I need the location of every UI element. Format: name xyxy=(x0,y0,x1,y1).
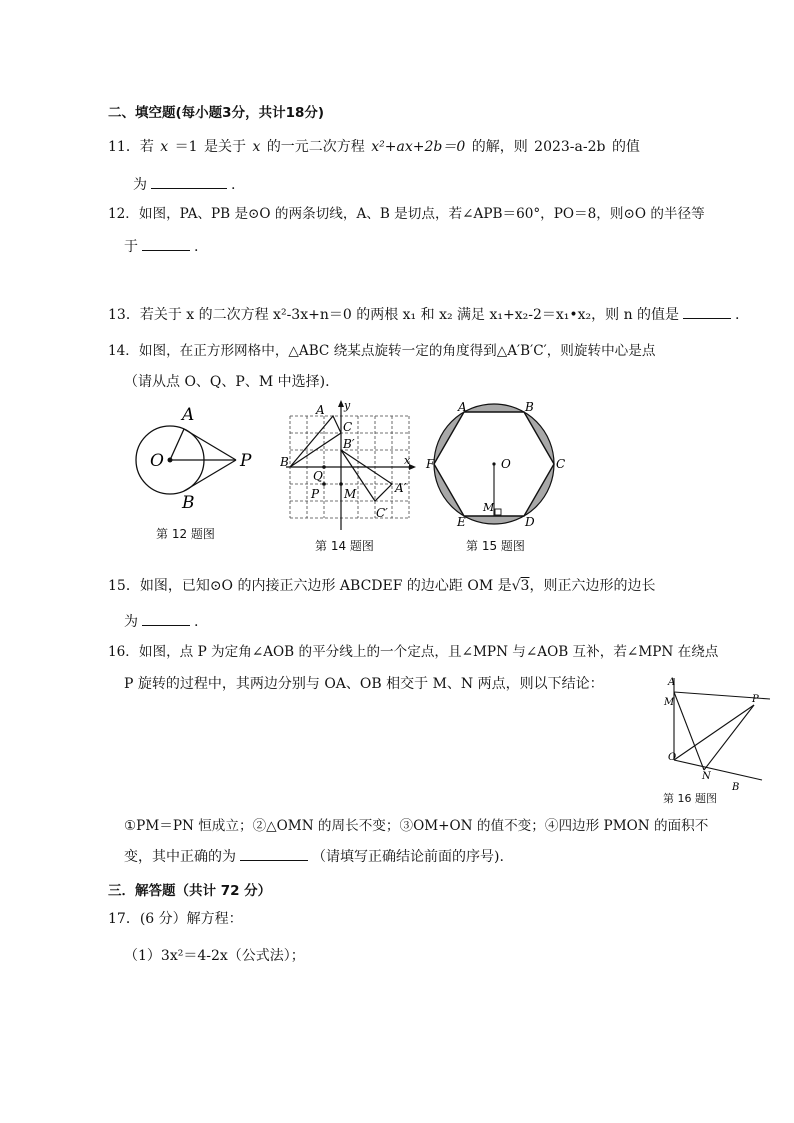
fig15-label-F: F xyxy=(426,457,435,471)
question-15-line-1: 15．如图，已知⊙O 的内接正六边形 ABCDEF 的边心距 OM 是√3，则正六边形的边长 xyxy=(108,578,656,594)
fig16-label-O: O xyxy=(668,752,677,763)
question-16-line-4: 变，其中正确的为 （请填写正确结论前面的序号). xyxy=(124,846,504,867)
question-12-line-1: 12．如图，PA、PB 是⊙O 的两条切线，A、B 是切点，若∠APB＝60°，PO＝8，则⊙O 的半径等 xyxy=(108,206,705,222)
fig14-label-B2: B′ xyxy=(343,437,355,451)
question-16-line-3: ①PM＝PN 恒成立；②△OMN 的周长不变；③OM+ON 的值不变；④四边形 PMON 的面积不 xyxy=(124,818,709,834)
fig14-label-x: x xyxy=(404,454,411,467)
question-16-line-2: P 旋转的过程中，其两边分别与 OA、OB 相交于 M、N 两点，则以下结论： xyxy=(124,676,604,692)
fig14-label-P: P xyxy=(311,487,320,501)
section-3-title: 三．解答题（共计 72 分） xyxy=(108,883,272,899)
fig16-label-P: P xyxy=(752,694,759,705)
figure-12 xyxy=(130,398,270,518)
fig15-label-M: M xyxy=(483,501,495,514)
question-15-line-2: 为 . xyxy=(124,611,198,632)
fig14-label-C: C xyxy=(343,420,353,434)
answer-blank-11[interactable] xyxy=(151,174,227,189)
fig15-label-O: O xyxy=(501,457,511,471)
fig15-label-E: E xyxy=(457,515,466,529)
figure-15 xyxy=(424,398,572,532)
fig15-label-C: C xyxy=(556,457,566,471)
fig15-label-B: B xyxy=(525,400,534,414)
fig15-label-D: D xyxy=(525,515,535,529)
answer-blank-13[interactable] xyxy=(683,304,731,319)
answer-blank-12[interactable] xyxy=(142,236,190,251)
fig16-label-M: M xyxy=(664,697,675,708)
question-17-title: 17．(6 分）解方程： xyxy=(108,911,243,927)
fig14-label-B: B xyxy=(280,455,289,469)
question-13: 13．若关于 x 的二次方程 x²-3x+n＝0 的两根 x₁ 和 x₂ 满足 x₁+x₂-2＝x₁•x₂，则 n 的值是 . xyxy=(108,304,740,325)
fig14-label-Q: Q xyxy=(313,469,323,483)
question-11-line-1: 11．若 x ＝1 是关于 x 的一元二次方程 x²+ax+2b＝0 的解，则 2023-a-2b 的值 xyxy=(108,139,640,155)
fig16-label-B: B xyxy=(732,782,740,793)
fig14-label-C2: C′ xyxy=(376,506,388,520)
fig12-label-O: O xyxy=(150,451,164,471)
fig12-label-B: B xyxy=(182,493,195,513)
question-11-line-2: 为 . xyxy=(133,174,235,195)
figure-12-caption: 第 12 题图 xyxy=(156,527,215,541)
figure-16-caption: 第 16 题图 xyxy=(663,792,717,805)
question-14-line-2: （请从点 O、Q、P、M 中选择). xyxy=(124,374,330,390)
figure-16 xyxy=(650,672,774,794)
fig14-label-A: A xyxy=(316,403,325,417)
question-12-line-2: 于 . xyxy=(124,236,198,257)
question-14-line-1: 14．如图，在正方形网格中，△ABC 绕某点旋转一定的角度得到△A′B′C′，则旋转中心是点 xyxy=(108,343,656,359)
section-2-title: 二、填空题(每小题3分，共计18分) xyxy=(108,105,325,121)
fig14-label-y: y xyxy=(344,399,351,412)
fig14-label-A2: A′ xyxy=(395,481,407,495)
figure-14-caption: 第 14 题图 xyxy=(315,539,374,553)
figure-15-caption: 第 15 题图 xyxy=(466,539,525,553)
fig16-label-N: N xyxy=(702,771,711,782)
sqrt-symbol: √ xyxy=(511,578,521,594)
question-16-line-1: 16．如图，点 P 为定角∠AOB 的平分线上的一个定点，且∠MPN 与∠AOB 互补，若∠MPN 在绕点 xyxy=(108,644,719,660)
answer-blank-16[interactable] xyxy=(240,846,308,861)
fig12-label-A: A xyxy=(182,405,195,425)
answer-blank-15[interactable] xyxy=(142,611,190,626)
fig12-label-P: P xyxy=(240,451,252,471)
figure-14 xyxy=(280,398,420,534)
question-17-part-1: （1）3x²＝4-2x（公式法）； xyxy=(124,948,305,964)
fig15-label-A: A xyxy=(458,400,467,414)
fig14-label-M: M xyxy=(344,487,357,501)
fig16-label-A: A xyxy=(668,677,676,688)
